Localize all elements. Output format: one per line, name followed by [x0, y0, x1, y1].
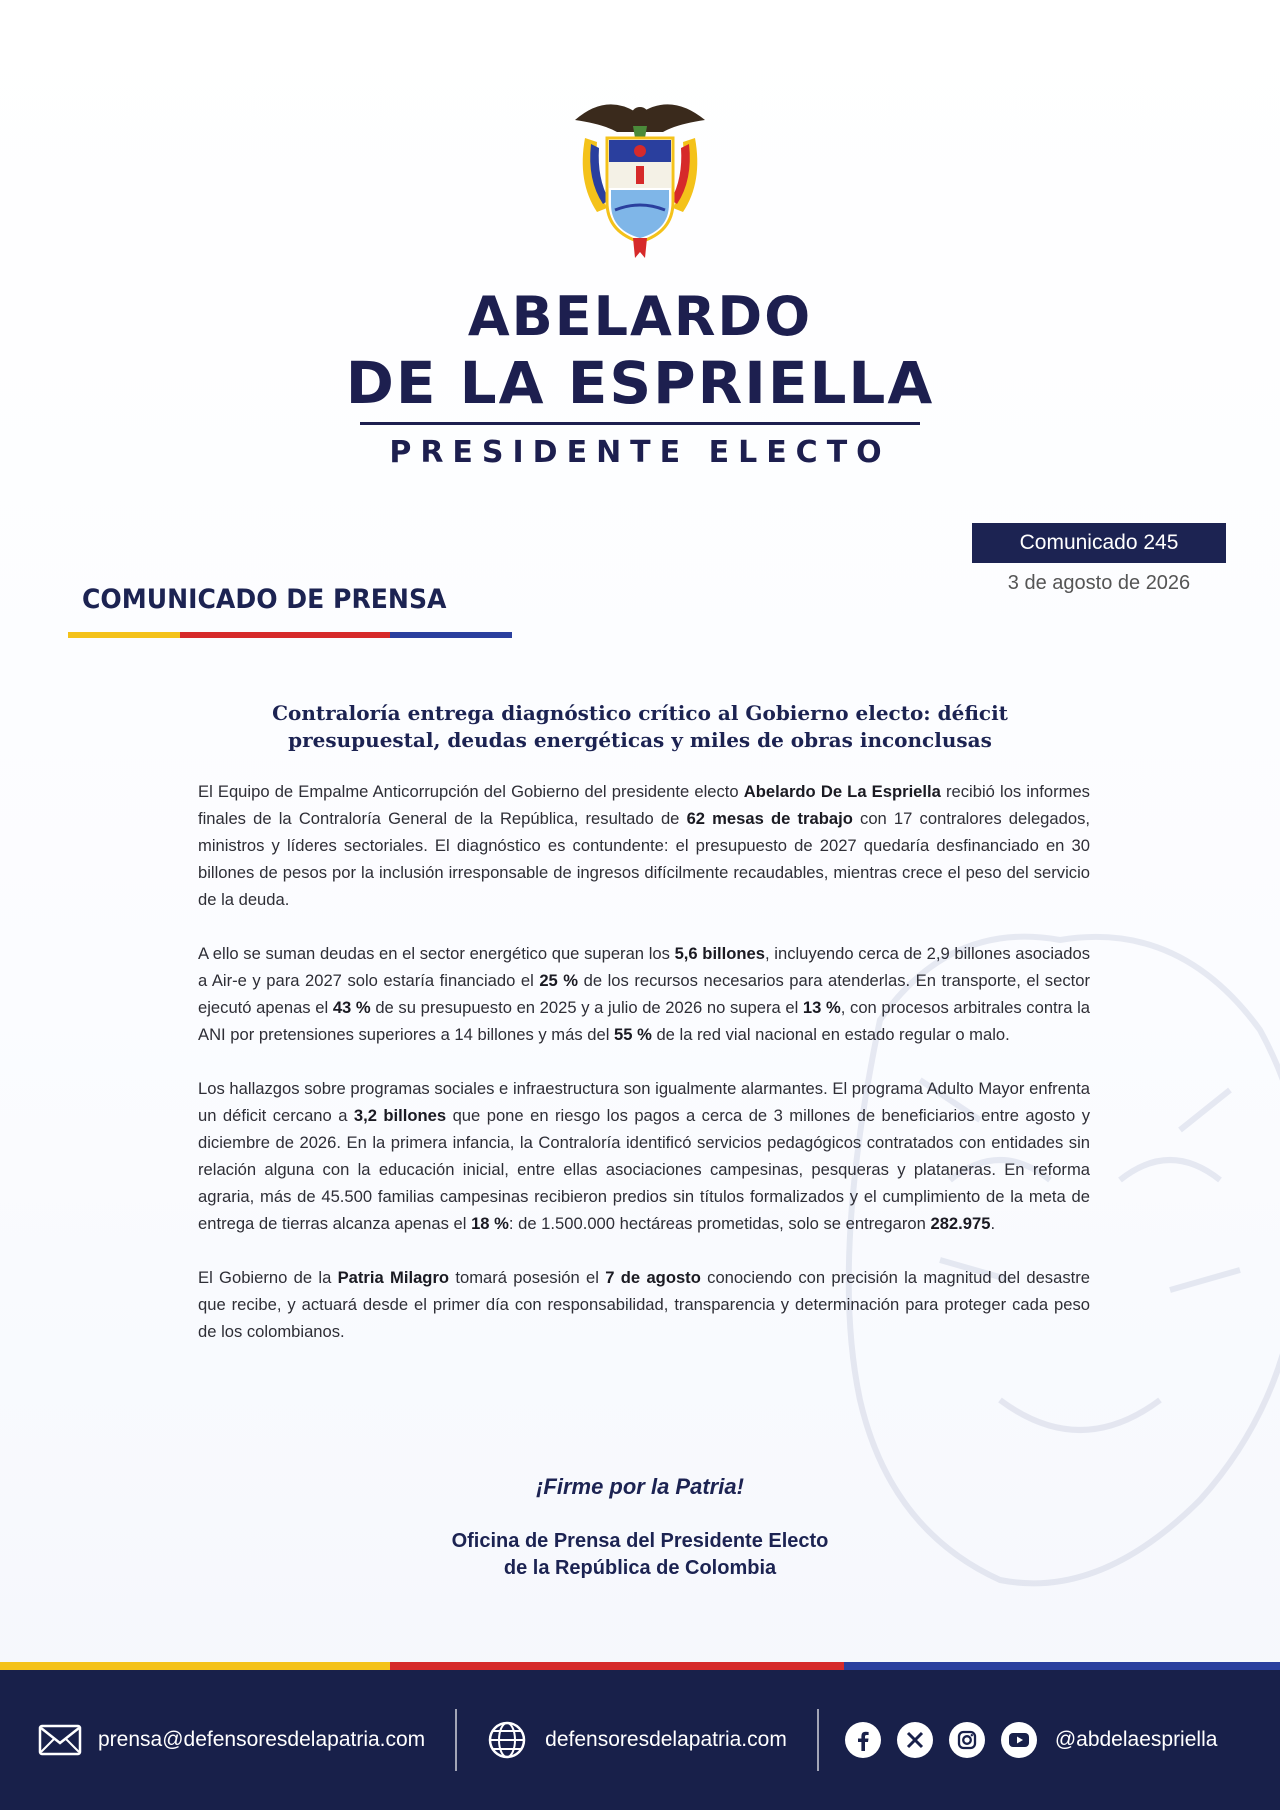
president-elect-name-block — [0, 285, 1280, 470]
headline-line-2: presupuestal, deudas energéticas y miles de obras inconclusas — [288, 728, 992, 752]
footer-social-handle[interactable]: @abdelaespriella — [1054, 1728, 1218, 1751]
highlight-text: 43 % — [332, 998, 371, 1017]
paragraph-text: que pone en riesgo los pagos a cerca de 3 millones de beneficiarios entre agosto y diciembre de 2026. En la primera infancia, la Contraloría identificó servicios pedagógicos contratados con entidades sin relación alguna con la educación inicial, entre ellas asociaciones campesinas, pesqueras y plataneras. En reforma agraria, más de 45.500 familias campesinas recibieron predios sin títulos formalizados y el cumplimiento de la meta de entrega de tierras alcanza apenas el — [198, 1106, 1091, 1233]
paragraph-text: , con procesos arbitrales contra la ANI por pretensiones superiores a 14 billones y más del — [198, 998, 1090, 1044]
article-body — [198, 778, 1090, 1372]
instagram-icon[interactable] — [949, 1722, 985, 1758]
paragraph-text: , incluyendo cerca de 2,9 billones asociados a Air-e y para 2027 solo estaría financiado el — [198, 944, 1091, 990]
press-office-signature — [0, 1528, 1280, 1582]
mail-icon — [38, 1724, 82, 1756]
highlight-text: Abelardo De La Espriella — [743, 782, 941, 801]
paragraph-text: recibió los informes finales de la Contraloría General de la República, resultado de — [198, 782, 1090, 828]
office-line-1: Oficina de Prensa del Presidente Electo — [451, 1530, 829, 1552]
name-line-first: ABELARDO — [467, 285, 813, 348]
article-paragraph — [198, 778, 1090, 913]
name-divider — [360, 422, 920, 425]
paragraph-text: de su presupuesto en 2025 y a julio de 2026 no supera el — [370, 998, 803, 1017]
footer-tricolor-stripe — [0, 1662, 1280, 1670]
highlight-text: 7 de agosto — [605, 1268, 701, 1287]
highlight-text: 5,6 billones — [674, 944, 766, 963]
contact-footer — [0, 1670, 1280, 1810]
x-icon[interactable] — [897, 1722, 933, 1758]
globe-icon — [487, 1720, 527, 1760]
article-paragraph — [198, 940, 1090, 1048]
footer-social-group — [845, 1722, 1218, 1758]
paragraph-text: Los hallazgos sobre programas sociales e infraestructura son igualmente alarmantes. El programa Adulto Mayor enfrenta un déficit cercano a — [198, 1079, 1090, 1125]
headline-line-1: Contraloría entrega diagnóstico crítico al Gobierno electo: déficit — [272, 701, 1008, 725]
name-line-last: DE LA ESPRIELLA — [345, 349, 935, 417]
facebook-icon[interactable] — [845, 1722, 881, 1758]
highlight-text: 282.975 — [930, 1214, 991, 1233]
office-line-2: de la República de Colombia — [503, 1557, 777, 1579]
footer-email-link[interactable] — [38, 1724, 425, 1756]
communique-date: 3 de agosto de 2026 — [1007, 572, 1191, 594]
press-release-label: COMUNICADO DE PRENSA — [82, 584, 447, 615]
highlight-text: 18 % — [471, 1214, 509, 1233]
footer-separator — [455, 1709, 457, 1771]
highlight-text: 62 mesas de trabajo — [686, 809, 853, 828]
title-president-elect: PRESIDENTE ELECTO — [389, 435, 891, 470]
paragraph-text: El Gobierno de la — [198, 1268, 338, 1287]
paragraph-text: con 17 contralores delegados, ministros y líderes sectoriales. El diagnóstico es contundente: el presupuesto de 2027 quedaría desfinanciado en 30 billones de pesos por la inclusión irresponsable de ingresos difícilmente recaudables, mientras crece el peso del servicio de la deuda. — [198, 809, 1090, 909]
paragraph-text: : de 1.500.000 hectáreas prometidas, solo se entregaron — [508, 1214, 931, 1233]
footer-website-text: defensoresdelapatria.com — [545, 1728, 787, 1751]
highlight-text: 3,2 billones — [353, 1106, 447, 1125]
paragraph-text: conociendo con precisión la magnitud del desastre que recibe, y actuará desde el primer día con responsabilidad, transparencia y determinación para proteger cada peso de los colombianos. — [198, 1268, 1090, 1341]
footer-email-text: prensa@defensoresdelapatria.com — [98, 1728, 426, 1751]
paragraph-text: El Equipo de Empalme Anticorrupción del Gobierno del presidente electo — [198, 782, 744, 801]
highlight-text: Patria Milagro — [337, 1268, 450, 1287]
footer-separator — [817, 1709, 819, 1771]
paragraph-text: tomará posesión el — [449, 1268, 606, 1287]
communique-number-badge: Comunicado 245 — [972, 523, 1226, 563]
paragraph-text: de la red vial nacional en estado regular o malo. — [651, 1025, 1010, 1044]
coat-of-arms-icon — [567, 92, 713, 260]
article-paragraph — [198, 1075, 1090, 1237]
paragraph-text: A ello se suman deudas en el sector energético que superan los — [198, 944, 675, 963]
tricolor-underline — [68, 632, 512, 638]
article-headline — [180, 700, 1100, 754]
article-paragraph — [198, 1264, 1090, 1345]
highlight-text: 55 % — [614, 1025, 652, 1044]
paragraph-text: . — [990, 1214, 996, 1233]
highlight-text: 13 % — [802, 998, 841, 1017]
youtube-icon[interactable] — [1001, 1722, 1037, 1758]
highlight-text: 25 % — [539, 971, 579, 990]
paragraph-text: de los recursos necesarios para atenderlas. En transporte, el sector ejecutó apenas el — [198, 971, 1090, 1017]
footer-website-link[interactable] — [487, 1720, 787, 1760]
closing-slogan: ¡Firme por la Patria! — [536, 1474, 744, 1499]
